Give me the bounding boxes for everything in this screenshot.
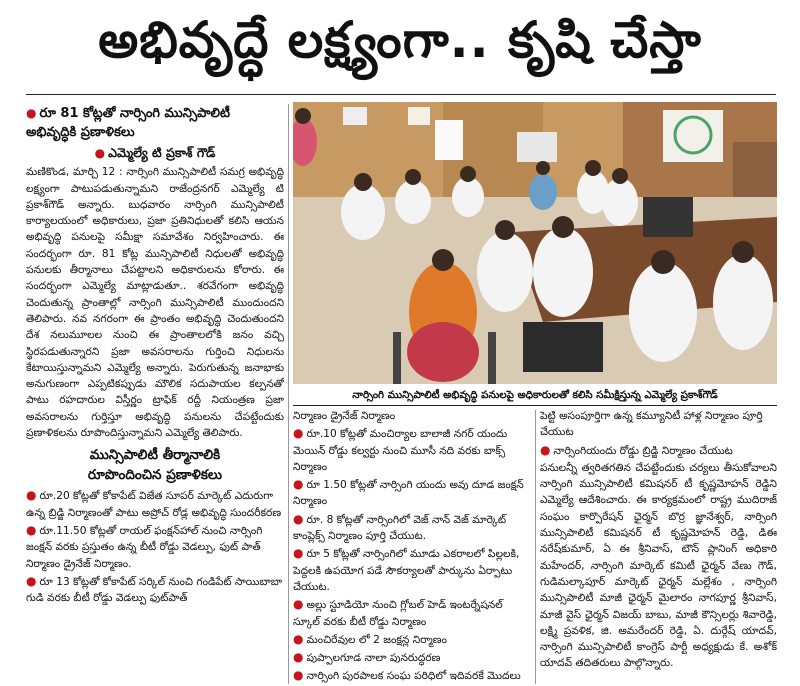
list-item: ● రూ 5 కోట్లతో నార్సింగిలో మూడు ఎకరాలలో పిల్లలకి, పెద్దలకి ఉపయోగ పడే సౌకర్యాలతో పార్కును ఏర్పాటు చేయుట. <box>293 546 520 593</box>
bullet-icon: ● <box>26 573 37 588</box>
bullet-icon: ● <box>293 668 304 683</box>
bullet-icon: ● <box>26 106 37 120</box>
caption-rule <box>293 405 777 406</box>
left-column <box>26 104 284 684</box>
byline: ● ఎమ్మెల్యే టి ప్రకాశ్ గౌడ్ <box>94 145 216 160</box>
list-item: ● అల్లు స్టూడియో నుంచి గ్లోబల్ హెడ్ ఇంటర్నేషనల్ స్కూల్ వరకు బీటీ రోడ్డు నిర్మాణం <box>293 597 503 628</box>
section-heading: మున్సిపాలిటీ తీర్మానాలికి రూపొందించిన ప్రణాళికలు <box>87 447 223 484</box>
bullet-icon: ● <box>26 488 37 503</box>
list-item: ● రూ 13 కోట్లతో కోకాపేట్ సర్కిల్ నుంచి గండిపేట్ సాయిబాబా గుడి వరకు బీటీ రోడ్డు వెడల్పు ఫుట్‌పాత్ <box>26 573 283 605</box>
list-item: ● రూ.10 కోట్లతో మంచిర్యాల బాలాజీ నగర్ యందు మెయిన్ రోడ్డు కల్వర్టు నుంచి మూసీ నది వరకు బాక్స్ నిర్మాణం <box>293 426 508 473</box>
list-item: నిర్మాణం డ్రైనేజ్ నిర్మాణం <box>293 410 396 422</box>
meeting-photo <box>293 102 777 384</box>
bullet-icon: ● <box>293 546 304 561</box>
list-item: ● రూ 1.50 కోట్లతో నార్సింగి యందు అవు దూడ జంక్షన్ నిర్మాణం <box>293 477 524 508</box>
bullet-icon: ● <box>293 631 304 646</box>
list-item: ● రూ.20 కోట్లతో కోకాపేట్ విజేత సూపర్ మార్కెట్ ఎదురుగా ఉన్న బ్రిడ్జి నిర్మాణంతో పాటు అప్రోచ్ రోడ్ల అభివృద్ధి సుందరీకరణ <box>26 488 282 519</box>
bullet-icon: ● <box>293 426 304 441</box>
left-subhead: ● రూ 81 కోట్లతో నార్సింగి మున్సిపాలిటీ అభివృద్ధికి ప్రణాళికలు <box>26 106 231 140</box>
bullet-icon: ● <box>540 442 551 457</box>
right-column <box>540 408 777 684</box>
column-divider <box>535 410 536 684</box>
list-item: ● మంచిరేవుల లో 2 జంక్షన్ల నిర్మాణం <box>293 631 447 646</box>
headline: అభివృద్ధే లక్ష్యంగా.. కృషి చేస్తా <box>98 10 702 69</box>
left-paragraph: మణికొండ, మార్చి 12 : నార్సింగి మున్సిపాలిటీ సమగ్ర అభివృద్ధి లక్ష్యంగా పాటుపడుతున్నామని రాజేంద్రనగర్ ఎమ్మెల్యే టి ప్రకాశ్‌గౌడ్ అన్నారు. బుధవారం నార్సింగి మున్సిపాలిటీ కార్యాలయంలో అధికారులు, ప్రజా ప్రతినిధులతో కలిసి ఆయన అభివృద్ధి పనులపై సమీక్షా సమావేశం నిర్వహించారు. ఈ సందర్భంగా రూ. 81 కోట్ల మున్సిపాలిటీ నిధులతో అభివృద్ధి పనులకు తీర్మానాలు చేపట్టాలని అధికారులను కోరారు. ఈ సందర్భంగా ఎమ్మెల్యే మాట్లాడుతూ.. శరవేగంగా అభివృద్ధి చెందుతున్న ప్రాంతాల్లో నార్సింగి మున్సిపాలిటీ ముందుందని తెలిపారు. నవ నగరంగా ఈ ప్రాంతం అభివృద్ధి చెందుతుందని దేశ నలుమూలల నుంచి ఈ ప్రాంతాలలోకి జనం వచ్చి స్థిరపడుతున్నారని ప్రజా అవసరాలను గుర్తించి నిధులను కేటాయిస్తున్నామని ఎమ్మెల్యే అన్నారు. పెరుగుతున్న జనాభాకు అనుగుణంగా ఎప్పటికప్పుడు మౌలిక సదుపాయల కల్పనతో పాటు రహదారుల విస్తీర్ణం ట్రాఫిక్ రద్దీ నియంత్రణ ప్రజా అవసరాలను గుర్తిస్తూ అభివృద్ధి పనులను చేపట్టేందుకు ప్రణాళికలను రూపొందిస్తున్నామని ఎమ్మెల్యే తెలిపారు. <box>26 166 284 440</box>
headline-rule <box>26 94 776 95</box>
column-divider <box>288 104 289 684</box>
bullet-icon: ● <box>293 650 304 665</box>
right-paragraph: పనులన్నీ త్వరితగతిన చేపట్టేందుకు చర్యలు తీసుకోవాలని నార్సింగి మున్సిపాలిటీ కమిషనర్ టీ కృష్ణమోహన్ రెడ్డిని ఎమ్మెల్యే ఆదేశించారు. ఈ కార్యక్రమంలో రాష్ట్ర ముదిరాజ్ సంఘం కార్పొరేషన్ ఛైర్మన్ బొర్ర జ్ఞానేశ్వర్, నార్సింగి మున్సిపాలిటీ కమిషనర్ టీ కృష్ణమోహన్ రెడ్డి, డిఈ నరేష్‌కుమార్, ఏ ఈ శ్రీనివాస్, టౌన్ ప్లానింగ్ అధికారి మహేందర్, నార్సింగి మార్కెట్ కమిటీ ఛైర్మన్ వేణు గౌడ్, గుడిమల్కాపూర్ మార్కెట్ ఛైర్మన్ మల్లేశం , నార్సింగి మున్సిపాలిటీ మాజీ ఛైర్మన్ మైలారం నాగపూర్ణ శ్రీనివాస్, మాజీ వైస్ ఛైర్మన్ విజయ్ బాబు, మాజీ కౌన్సిలర్లు శివారెడ్డి, లక్ష్మి ప్రవళిక, జి. అమరేందర్ రెడ్డి, ఏ. దుర్గేష్ యాదవ్, నార్సింగి మున్సిపాలిటీ కాంగ్రెస్ పార్టీ అధ్యక్షుడు కే. అశోక్ యాదవ్ తదితరులు పాల్గొన్నారు. <box>540 461 777 670</box>
bullet-icon: ● <box>293 477 304 492</box>
photo-caption: నార్సింగి మున్సిపాలిటీ అభివృద్ధి పనులపై అధికారులతో కలిసి సమీక్షిస్తున్న ఎమ్మెల్యే ప్రకాశ్‌గౌడ్ <box>352 389 718 401</box>
list-item: ● పుప్పాలగూడ నాలా పునరుద్ధరణ <box>293 650 441 665</box>
list-item: ● నార్సింగియందు రోడ్డు బ్రిడ్జి నిర్మాణం చేయుట <box>540 442 733 457</box>
bullet-icon: ● <box>293 597 304 612</box>
bullet-icon: ● <box>26 522 37 537</box>
list-item: పెట్టి అసంపూర్తిగా ఉన్న కమ్యూనిటీ హాళ్ల నిర్మాణం పూర్తి చేయుట <box>540 410 763 439</box>
bullet-icon: ● <box>293 511 304 526</box>
list-item: ● నార్సింగి పురపాలక సంఘ పరిధిలో ఇదివరకే మొదలు <box>293 668 521 683</box>
bullet-icon: ● <box>94 146 106 160</box>
list-item: ● రూ. 8 కోట్లతో నార్సింగిలో వెజ్ నాన్ వెజ్ మార్కెట్ కాంప్లెక్స్ నిర్మాణం పూర్తి చేయుట. <box>293 511 507 543</box>
list-item: ● రూ.11.50 కోట్లతో రాయల్ ఫంక్షన్‌హాల్ నుంచి నార్సింగి జంక్షన్ వరకు ప్రస్తుతం ఉన్న బీటీ రోడ్డు వెడల్పు, ఫుట్ పాత్ నిర్మాణం డ్రైనేజ్ నిర్మాణం. <box>26 522 263 570</box>
middle-column <box>293 408 531 684</box>
